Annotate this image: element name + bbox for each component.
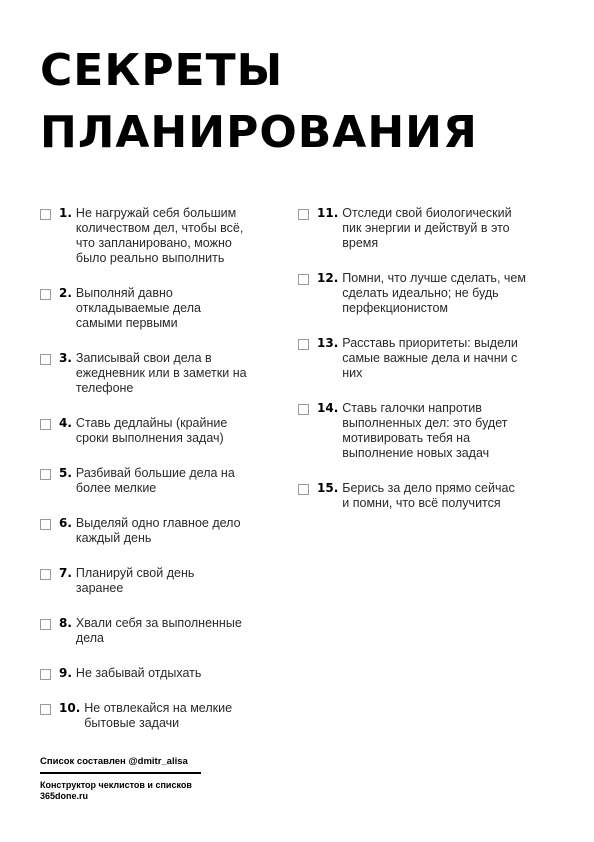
checklist-item-7 [40, 566, 240, 596]
item-number: 7. [59, 566, 72, 580]
page-title [40, 40, 478, 164]
item-number: 5. [59, 466, 72, 480]
item-text: Хвали себя за выполненные дела [75, 616, 242, 645]
item-number: 4. [59, 416, 72, 430]
item-number: 2. [59, 286, 72, 300]
checkbox[interactable] [298, 209, 309, 220]
item-text: Ставь галочки напротив выполненных дел: это будет мотивировать тебя на выполнение новых задач [342, 401, 508, 460]
item-text: Записывай свои дела в ежедневник или в заметки на телефоне [75, 351, 247, 395]
item-text: Разбивай большие дела на более мелкие [75, 466, 235, 495]
footer-brand-link[interactable]: 365done.ru [40, 791, 89, 801]
checkbox[interactable] [298, 274, 309, 285]
item-text: Берись за дело прямо сейчас и помни, что всё получится [342, 481, 515, 510]
footer-divider [40, 772, 201, 774]
item-text: Выделяй одно главное дело каждый день [75, 516, 241, 545]
item-text: Не отвлекайся на мелкие бытовые задачи [84, 701, 233, 730]
checklist-item-3 [40, 351, 255, 396]
checkbox[interactable] [298, 484, 309, 495]
footer-brand-line-1: Конструктор чеклистов и списков [40, 780, 192, 790]
checkbox[interactable] [40, 519, 51, 530]
checklist-item-5 [40, 466, 255, 496]
item-number: 14. [317, 401, 339, 415]
item-text: Не нагружай себя большим количеством дел, чтобы всё, что запланировано, можно было реально выполнить [75, 206, 244, 265]
item-number: 3. [59, 351, 72, 365]
title-line-2: ПЛАНИРОВАНИЯ [40, 107, 478, 158]
item-number: 15. [317, 481, 339, 495]
checkbox[interactable] [40, 569, 51, 580]
item-text: Помни, что лучше сделать, чем сделать идеально; не будь перфекционистом [342, 271, 526, 315]
item-text: Отследи свой биологический пик энергии и действуй в это время [342, 206, 512, 250]
checkbox[interactable] [40, 289, 51, 300]
checklist-item-1 [40, 206, 255, 266]
checkbox[interactable] [40, 619, 51, 630]
item-text: Планируй свой день заранее [75, 566, 195, 595]
item-text: Выполняй давно откладываемые дела самыми первыми [75, 286, 201, 330]
item-text: Не забывай отдыхать [75, 666, 202, 680]
checkbox[interactable] [40, 209, 51, 220]
checklist-item-13 [298, 336, 538, 381]
item-number: 6. [59, 516, 72, 530]
title-line-1: СЕКРЕТЫ [40, 45, 284, 96]
item-number: 10. [59, 701, 81, 715]
item-text: Расставь приоритеты: выдели самые важные дела и начни с них [342, 336, 518, 380]
checkbox[interactable] [40, 704, 51, 715]
checklist-item-6 [40, 516, 270, 546]
item-number: 1. [59, 206, 72, 220]
checkbox[interactable] [298, 339, 309, 350]
checklist-item-9 [40, 666, 270, 681]
item-number: 12. [317, 271, 339, 285]
footer-brand [40, 780, 192, 802]
checklist-item-15 [298, 481, 523, 511]
checklist-item-11 [298, 206, 523, 251]
checkbox[interactable] [40, 354, 51, 365]
item-number: 11. [317, 206, 339, 220]
checkbox[interactable] [40, 469, 51, 480]
checklist-item-14 [298, 401, 538, 461]
item-number: 9. [59, 666, 72, 680]
item-number: 13. [317, 336, 339, 350]
checkbox[interactable] [298, 404, 309, 415]
checklist-item-2 [40, 286, 240, 331]
checkbox[interactable] [40, 669, 51, 680]
footer-author: Список составлен @dmitr_alisa [40, 756, 188, 767]
item-number: 8. [59, 616, 72, 630]
checklist-item-8 [40, 616, 270, 646]
checklist-item-12 [298, 271, 538, 316]
checkbox[interactable] [40, 419, 51, 430]
checklist-item-10 [40, 701, 255, 731]
checklist-item-4 [40, 416, 255, 446]
item-text: Ставь дедлайны (крайние сроки выполнения задач) [75, 416, 228, 445]
